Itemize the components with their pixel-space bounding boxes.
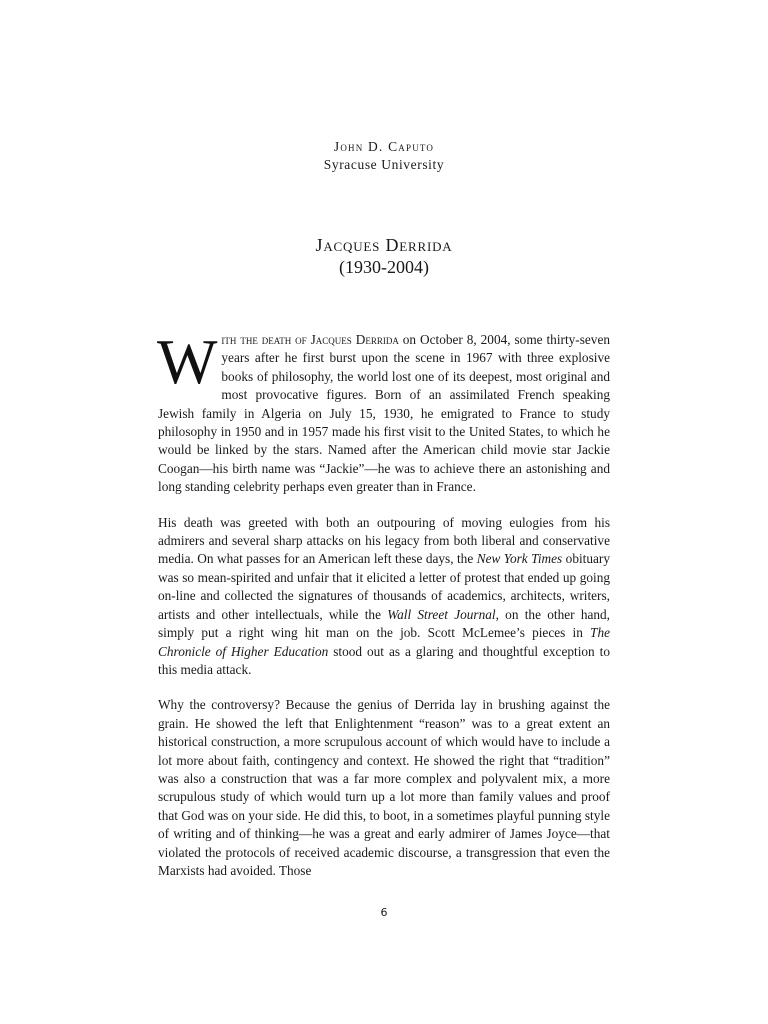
article-body [157,326,611,897]
lead-in-text: ith the death of [221,332,307,347]
author-name: John D. Caputo [333,139,435,154]
wsj-title: Wall Street Journal [387,606,496,622]
paragraph-3: Why the controversy? Because the genius of Derrida lay in brushing against the grain. He showed the left that Enlightenment “reason” was to a great extent an historical construction, a more scrupulous account of which would have to include a lot more about faith, contingency and context. He showed the right that “tradition” was also a construction that was a far more complex and polyvalent mix, a more scrupulous study of which would turn up a lot more than family values and proof that God was on your side. He did this, to boot, in a sometimes playful punning style of writing and of thinking—he was a great and early admirer of James Joyce—that violated the protocols of received academic discourse, a transgression that even the Marxists had avoided. Those [158,697,610,878]
lead-in-name: Jacques Derrida [310,332,399,347]
paragraph-2 [158,514,610,680]
paragraph-1 [157,326,611,497]
nyt-title: New York Times [476,551,563,567]
author-block [0,138,768,174]
article-dates: (1930-2004) [339,257,429,277]
paragraph-2-text-1: His death was greeted with both an outpouring of moving eulogies from his admirers and several sharp attacks on his legacy from both liberal and conservative media. On what passes for an American left these days, the [158,514,610,567]
article-title: Jacques Derrida [315,235,453,255]
paragraph-2-text-2: obituary was so mean-spirited and unfair that it elicited a letter of protest that ended up going on-line and collected the signatures of thousands of academics, architects, writers, artists and other intellectuals, while the [158,551,610,622]
paragraph-2-text-4: stood out as a glaring and thoughtful exception to this media attack. [158,643,610,677]
drop-cap: W [157,326,218,397]
chronicle-title: The Chronicle of Higher Education [158,625,610,659]
paragraph-2-text-3: , on the other hand, simply put a right wing hit man on the job. Scott McLemee’s pieces in [158,606,611,641]
author-affiliation: Syracuse University [323,157,445,172]
article-title-block [0,234,768,278]
page-number: 6 [380,906,388,919]
paragraph-1-text: on October 8, 2004, some thirty-seven years after he first burst upon the scene in 1967 with three explosive books of philosophy, the world lost one of its deepest, most original and most provocative figures. Born of an assimilated French speaking Jewish family in Algeria on July 15, 1930, he emigrated to France to study philosophy in 1950 and in 1957 made his first visit to the United States, to which he would be linked by the stars. Named after the American child movie star Jackie Coogan—his birth name was “Jackie”—he was to achieve there an astonishing and long standing celebrity perhaps even greater than in France. [158,332,611,495]
